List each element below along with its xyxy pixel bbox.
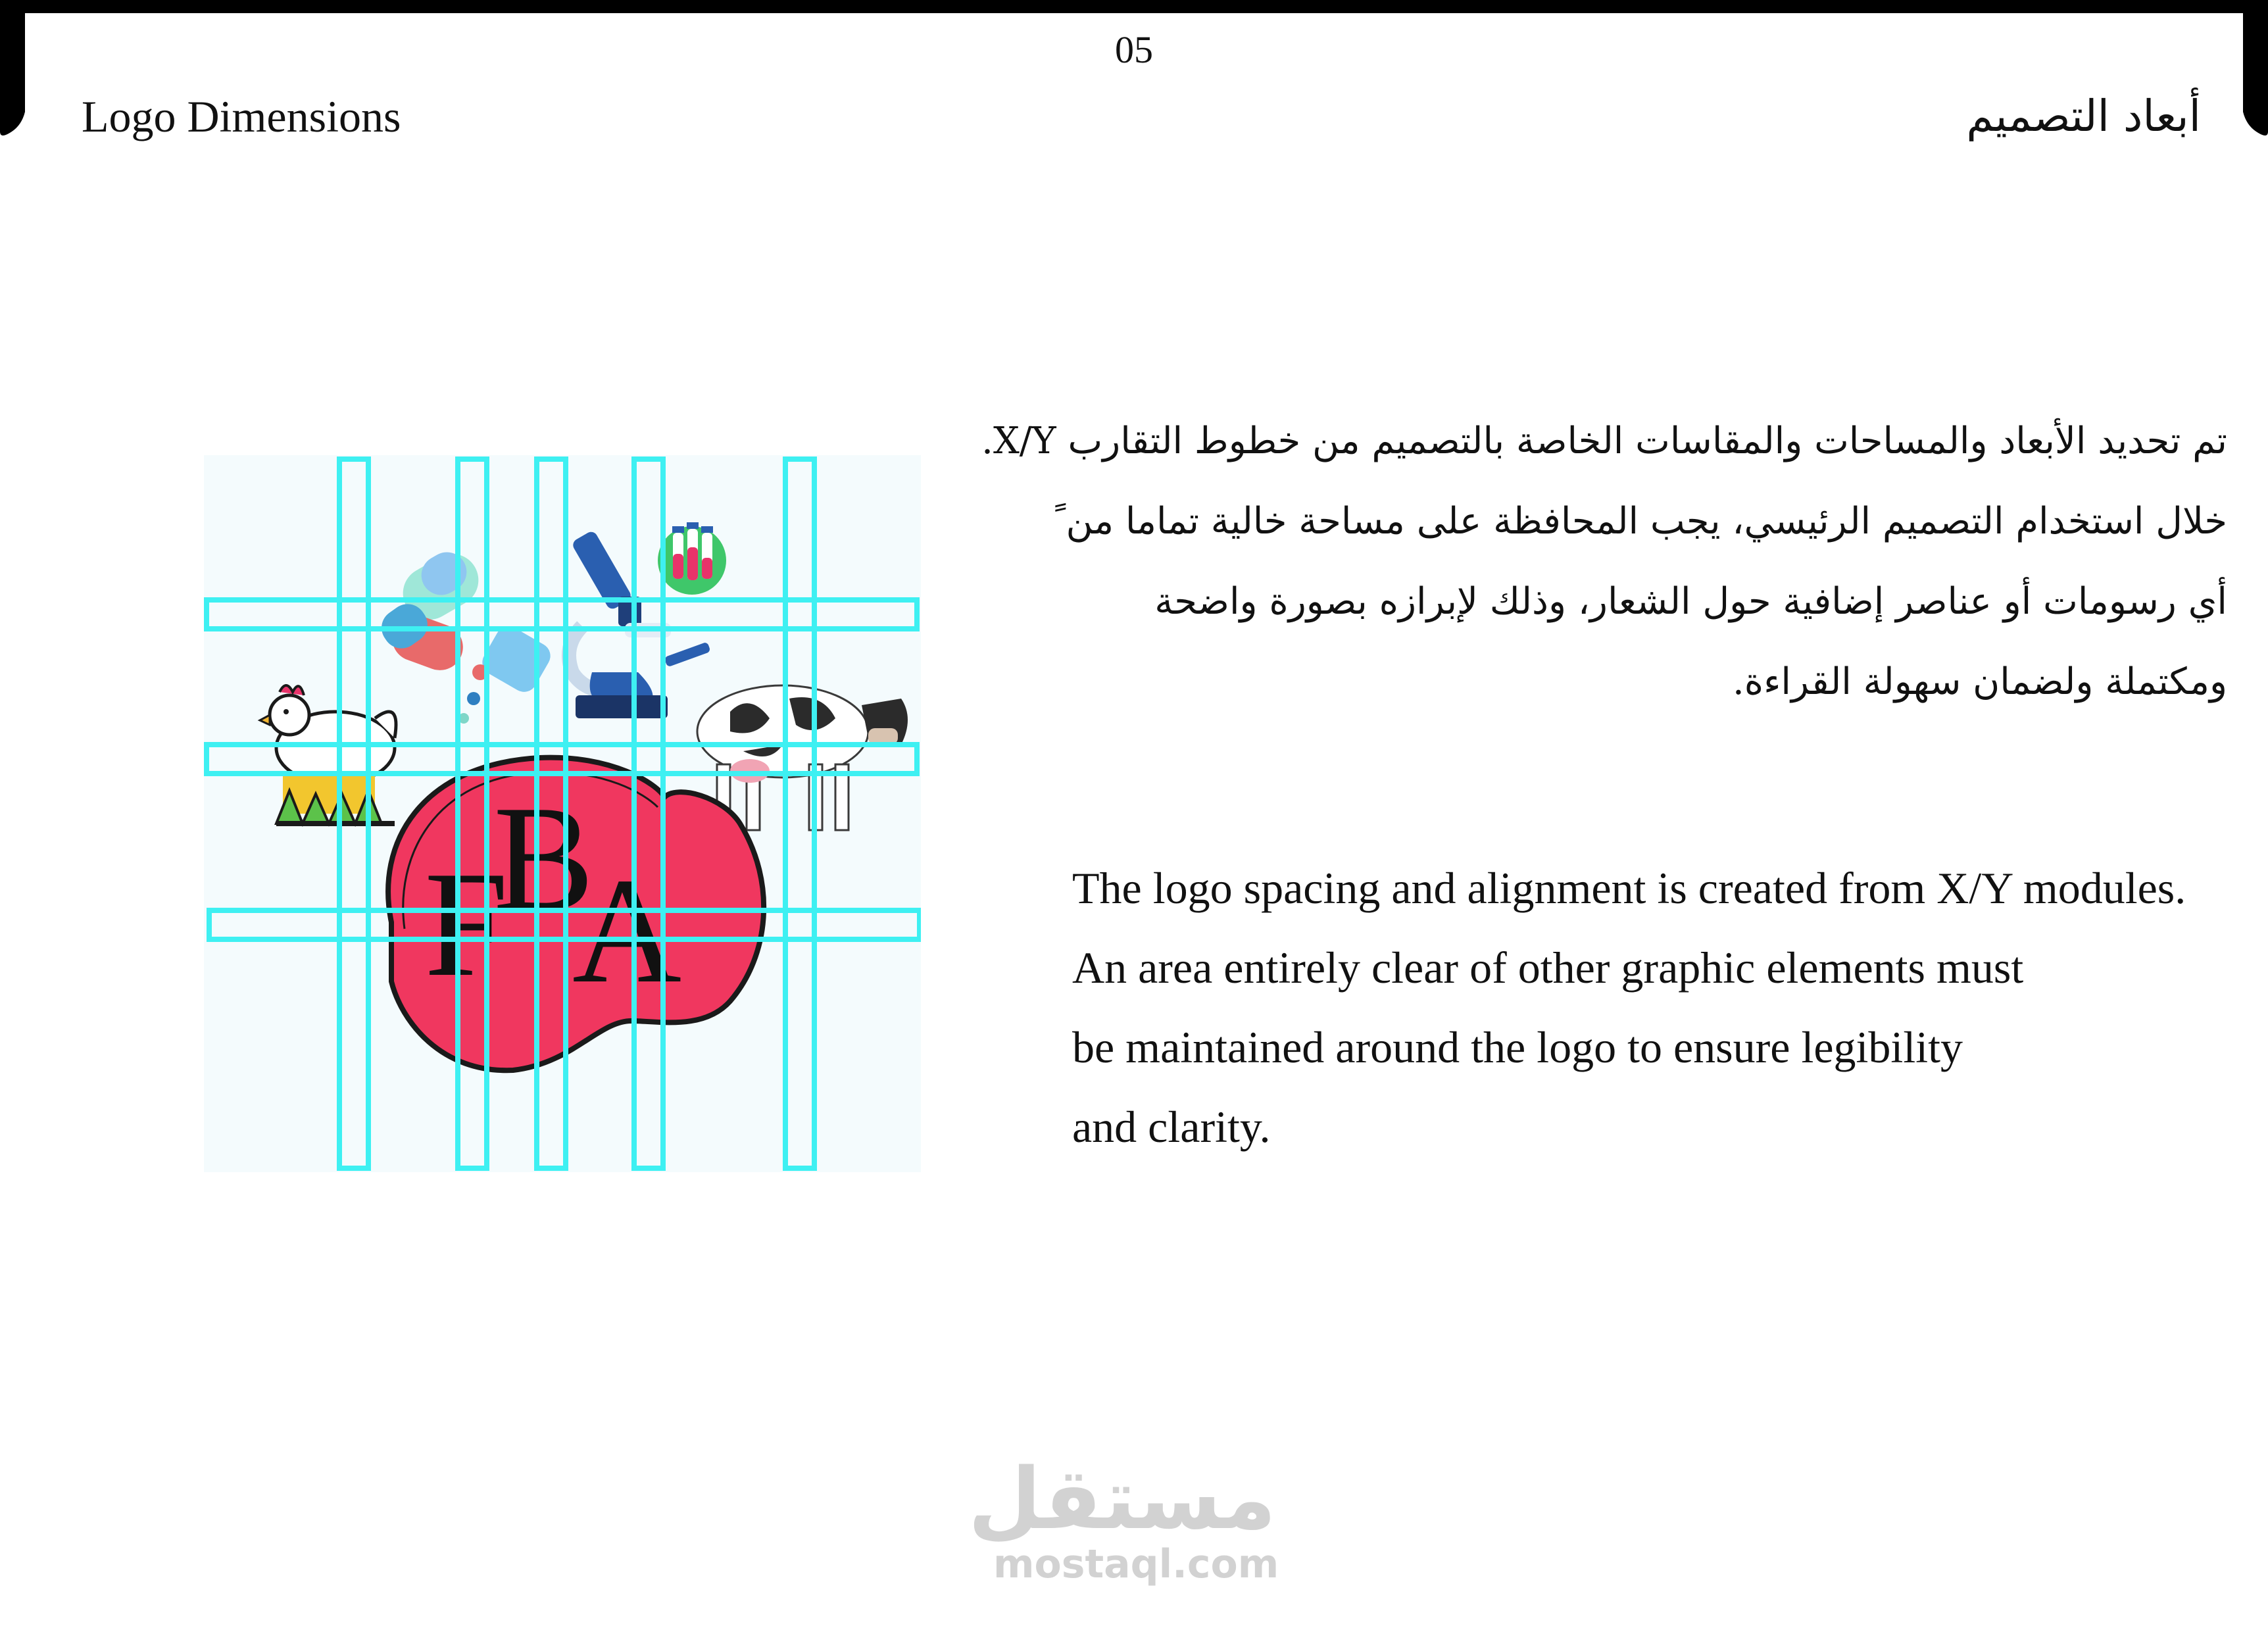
logo-letter-b: B [493,774,595,942]
arabic-description [981,401,2227,722]
english-line: and clarity. [1072,1102,1271,1152]
logo-letter-a: A [572,847,682,1014]
watermark-url: mostaql.com [993,1541,1279,1587]
page-title-arabic: أبعاد التصميم [1966,91,2201,141]
page-number: 05 [1115,28,1153,71]
english-line: An area entirely clear of other graphic elements must [1072,943,2024,993]
arabic-line: تم تحديد الأبعاد والمساحات والمقاسات الخاصة بالتصميم من خطوط التقارب X/Y. [981,420,2227,462]
arabic-line: ومكتملة ولضمان سهولة القراءة. [1732,660,2227,703]
english-line: The logo spacing and alignment is created from X/Y modules. [1072,863,2186,913]
page-title-english: Logo Dimensions [82,91,401,141]
english-description [1072,849,2243,1167]
arabic-line: خلال استخدام التصميم الرئيسي، يجب المحافظة على مساحة خالية تماما من ً [1055,500,2227,543]
english-line: be maintained around the logo to ensure legibility [1072,1022,1963,1072]
logo-letter-f: F [424,840,508,1008]
logo-grid-figure [204,455,921,1172]
watermark-arabic: مستقل [968,1450,1276,1548]
arabic-line: أي رسومات أو عناصر إضافية حول الشعار، وذلك لإبرازه بصورة واضحة [1154,580,2227,623]
mostaql-watermark [968,1450,1279,1587]
